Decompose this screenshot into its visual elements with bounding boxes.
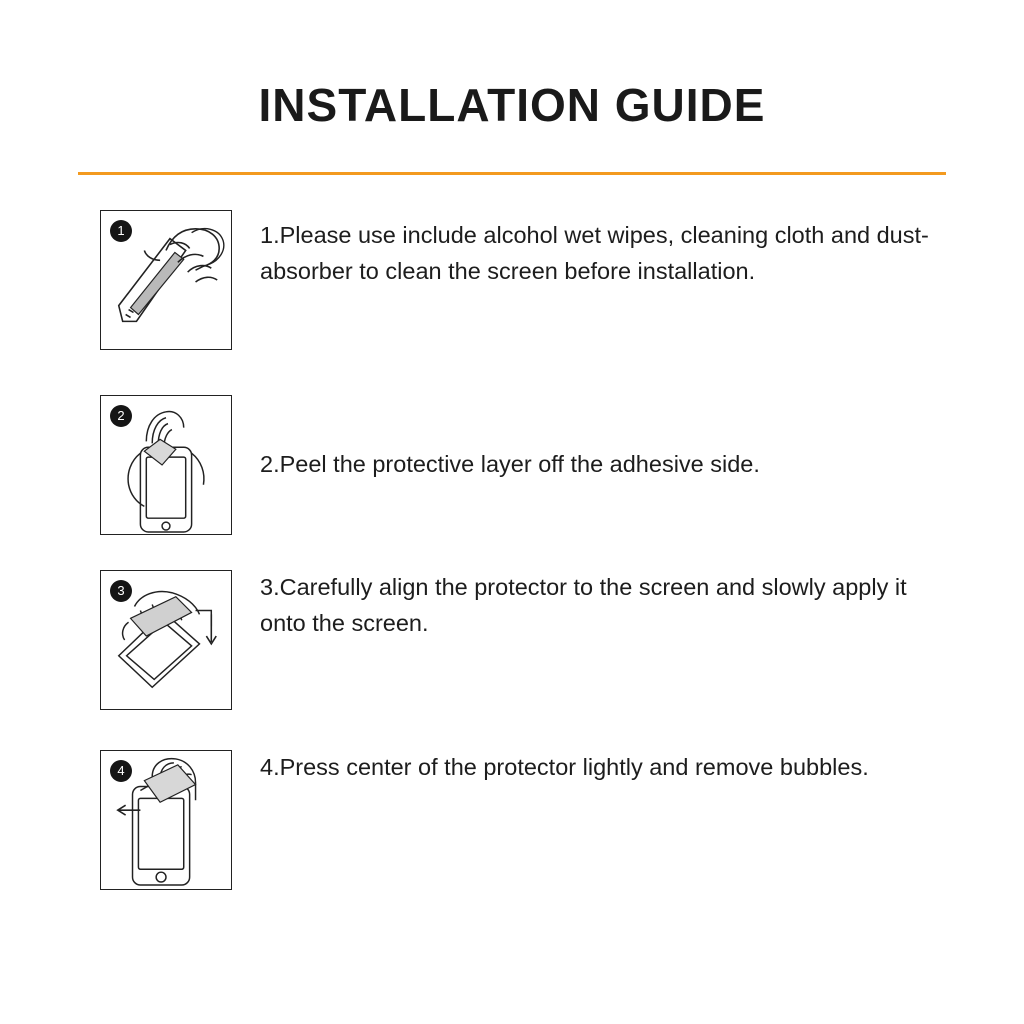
steps-list [0,210,1024,930]
title-divider [78,172,946,175]
list-item [0,390,1024,540]
list-item [0,210,1024,360]
step-text: 3.Carefully align the protector to the screen and slowly apply it onto the screen. [260,574,907,636]
step-badge: 1 [110,220,132,242]
step-badge: 2 [110,405,132,427]
step-text: 1.Please use include alcohol wet wipes, cleaning cloth and dust-absorber to clean the screen before installation. [260,222,929,284]
page-title: INSTALLATION GUIDE [258,79,766,131]
step-illustration-3 [100,570,232,710]
step-text: 4.Press center of the protector lightly and remove bubbles. [260,754,869,780]
step-badge: 4 [110,760,132,782]
step-illustration-4 [100,750,232,890]
list-item [0,570,1024,720]
step-illustration-1 [100,210,232,350]
list-item [0,750,1024,900]
step-text: 2.Peel the protective layer off the adhesive side. [260,451,760,478]
step-badge: 3 [110,580,132,602]
step-illustration-2 [100,395,232,535]
